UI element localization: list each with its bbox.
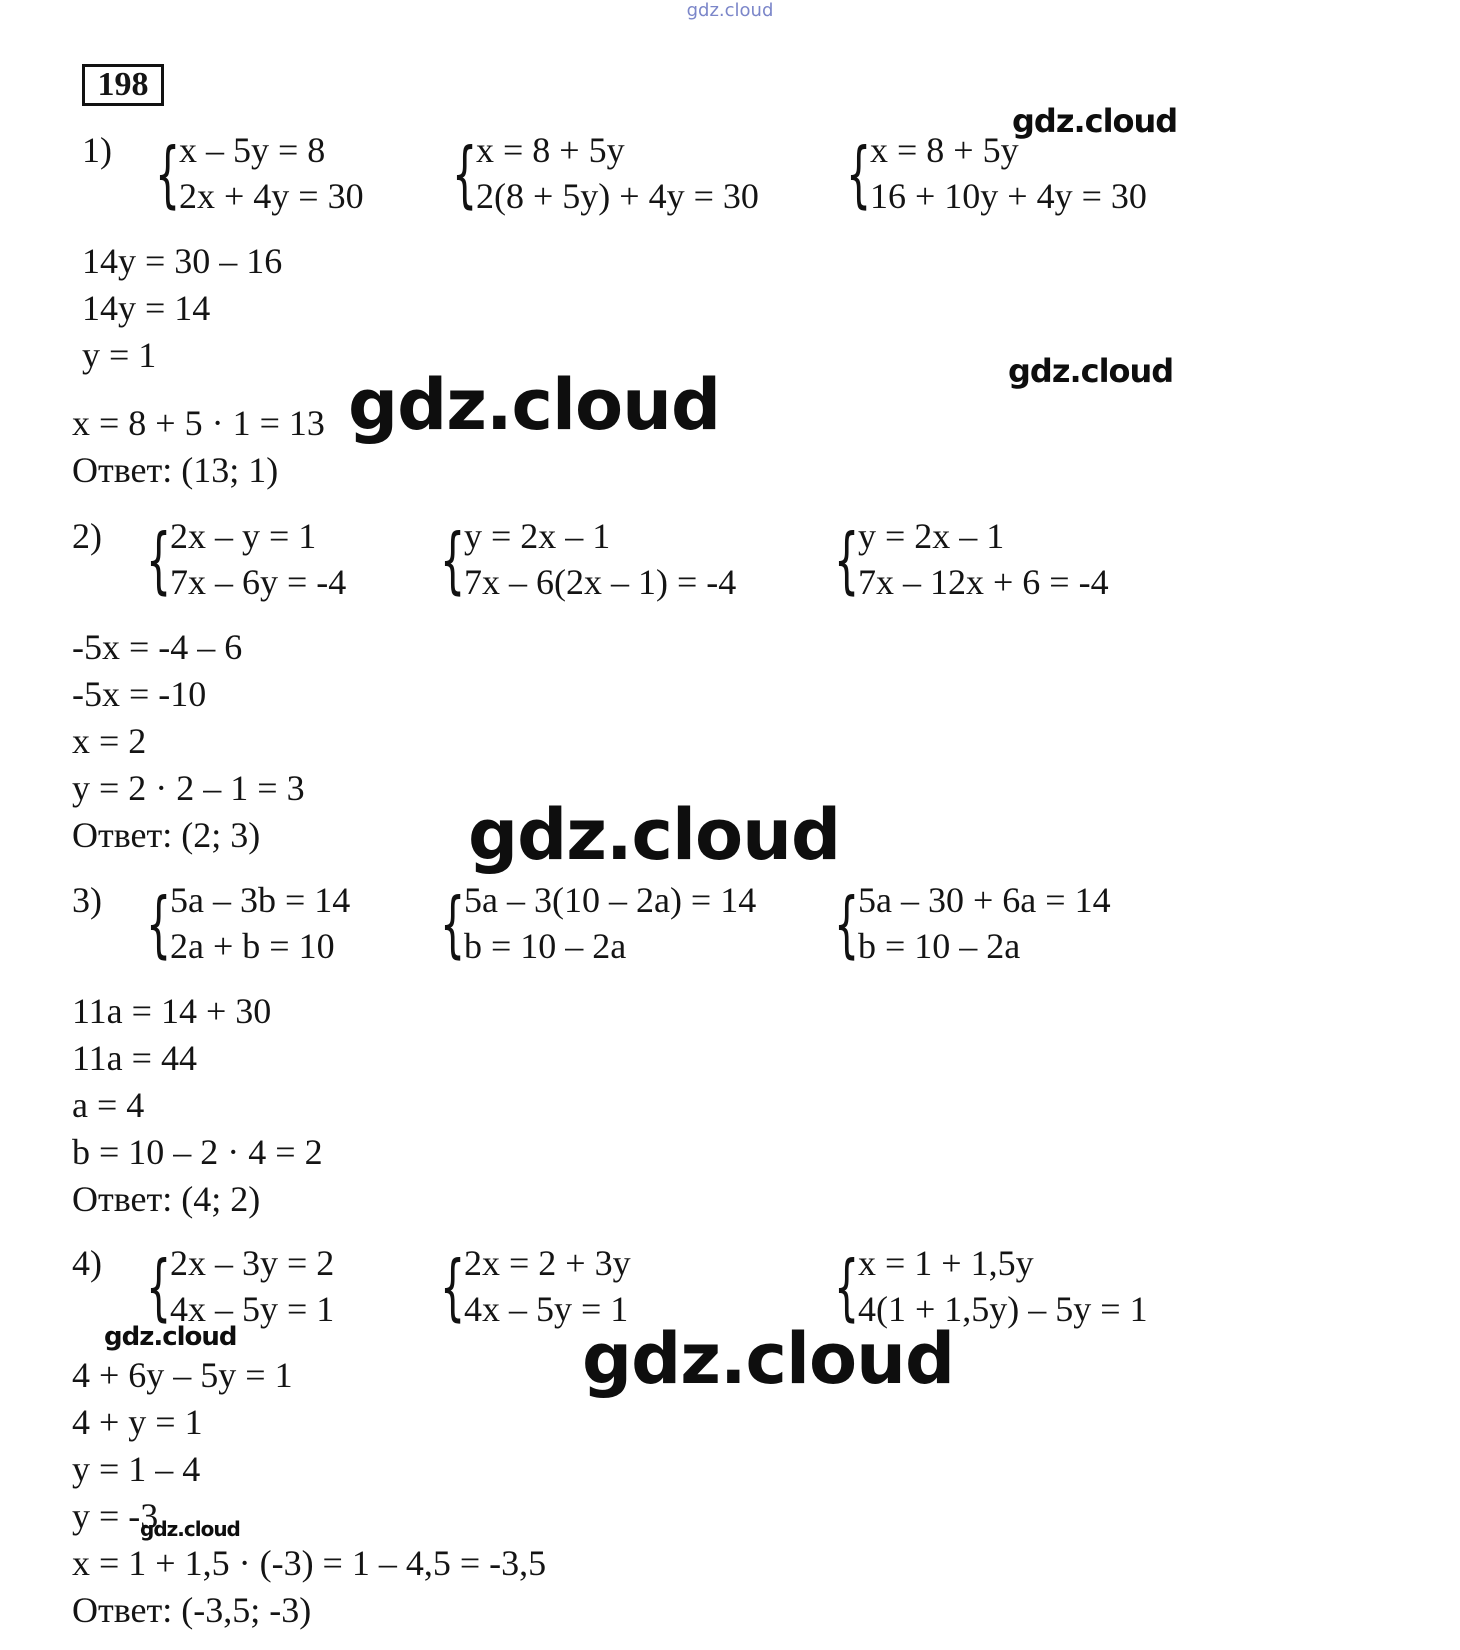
watermark: gdz.cloud (104, 1322, 237, 1352)
problem-2-step: -5x = -4 – 6 (72, 627, 243, 667)
equation: b = 10 – 2a (858, 926, 1021, 966)
problem-4-label: 4) (72, 1243, 102, 1283)
problem-1-step: y = 1 (82, 335, 157, 375)
brace-icon: { (834, 518, 860, 602)
problem-4-step: y = 1 – 4 (72, 1449, 201, 1489)
equation: x = 8 + 5y (870, 130, 1019, 170)
equation: 4(1 + 1,5y) – 5y = 1 (858, 1289, 1148, 1329)
equation: 5a – 30 + 6a = 14 (858, 880, 1111, 920)
brace-icon: { (846, 132, 872, 216)
equation: y = 2x – 1 (464, 516, 611, 556)
problem-3-step: b = 10 – 2 · 4 = 2 (72, 1132, 323, 1172)
problem-2-step: -5x = -10 (72, 674, 207, 714)
equation: 2x – y = 1 (170, 516, 317, 556)
brace-icon: { (834, 882, 860, 966)
watermark: gdz.cloud (348, 364, 721, 446)
equation: 16 + 10y + 4y = 30 (870, 176, 1147, 216)
equation: x = 1 + 1,5y (858, 1243, 1034, 1283)
problem-2-step: y = 2 · 2 – 1 = 3 (72, 768, 305, 808)
problem-3-step: a = 4 (72, 1085, 145, 1125)
equation: 4x – 5y = 1 (464, 1289, 629, 1329)
brace-icon: { (146, 882, 172, 966)
equation: 5a – 3b = 14 (170, 880, 351, 920)
watermark: gdz.cloud (140, 1517, 240, 1541)
brace-icon: { (440, 518, 466, 602)
watermark: gdz.cloud (582, 1318, 955, 1400)
brace-icon: { (440, 1245, 466, 1329)
equation: 4x – 5y = 1 (170, 1289, 335, 1329)
problem-4-answer: Ответ: (-3,5; -3) (72, 1590, 312, 1630)
problem-3-system-3 (834, 880, 1174, 976)
problem-1-system-2 (452, 130, 792, 226)
problem-3-step: 11a = 44 (72, 1038, 197, 1078)
task-number: 198 (82, 64, 164, 106)
equation: 2a + b = 10 (170, 926, 335, 966)
problem-1-step: 14y = 14 (82, 288, 211, 328)
top-watermark: gdz.cloud (686, 0, 774, 21)
problem-4-step: 4 + y = 1 (72, 1402, 203, 1442)
problem-1-system-1 (155, 130, 415, 226)
equation: 2(8 + 5y) + 4y = 30 (476, 176, 759, 216)
equation: y = 2x – 1 (858, 516, 1005, 556)
equation: 5a – 3(10 – 2a) = 14 (464, 880, 757, 920)
equation: 7x – 12x + 6 = -4 (858, 562, 1109, 602)
problem-4-step: y = -3 (72, 1496, 159, 1536)
problem-3-answer: Ответ: (4; 2) (72, 1179, 261, 1219)
brace-icon: { (834, 1245, 860, 1329)
problem-1-step: 14y = 30 – 16 (82, 241, 283, 281)
problem-3-step: 11a = 14 + 30 (72, 991, 272, 1031)
problem-1-answer: Ответ: (13; 1) (72, 450, 279, 490)
problem-1-system-3 (846, 130, 1186, 226)
brace-icon: { (155, 132, 181, 216)
equation: 2x + 4y = 30 (179, 176, 364, 216)
watermark: gdz.cloud (1008, 352, 1174, 390)
problem-3-system-2 (440, 880, 800, 976)
watermark: gdz.cloud (468, 794, 841, 876)
problem-3-label: 3) (72, 880, 102, 920)
equation: 7x – 6(2x – 1) = -4 (464, 562, 737, 602)
problem-1-step: x = 8 + 5 · 1 = 13 (72, 403, 325, 443)
equation: x – 5y = 8 (179, 130, 326, 170)
watermark: gdz.cloud (1012, 102, 1178, 140)
problem-4-step: x = 1 + 1,5 · (-3) = 1 – 4,5 = -3,5 (72, 1543, 547, 1583)
brace-icon: { (440, 882, 466, 966)
problem-2-system-1 (146, 516, 406, 612)
problem-2-answer: Ответ: (2; 3) (72, 815, 261, 855)
brace-icon: { (452, 132, 478, 216)
brace-icon: { (146, 1245, 172, 1329)
problem-2-label: 2) (72, 516, 102, 556)
problem-4-step: 4 + 6y – 5y = 1 (72, 1355, 293, 1395)
problem-1-label: 1) (82, 130, 112, 170)
equation: 2x – 3y = 2 (170, 1243, 335, 1283)
problem-2-step: x = 2 (72, 721, 147, 761)
equation: b = 10 – 2a (464, 926, 627, 966)
equation: x = 8 + 5y (476, 130, 625, 170)
problem-2-system-3 (834, 516, 1174, 612)
equation: 2x = 2 + 3y (464, 1243, 631, 1283)
problem-3-system-1 (146, 880, 426, 976)
problem-2-system-2 (440, 516, 780, 612)
brace-icon: { (146, 518, 172, 602)
equation: 7x – 6y = -4 (170, 562, 347, 602)
